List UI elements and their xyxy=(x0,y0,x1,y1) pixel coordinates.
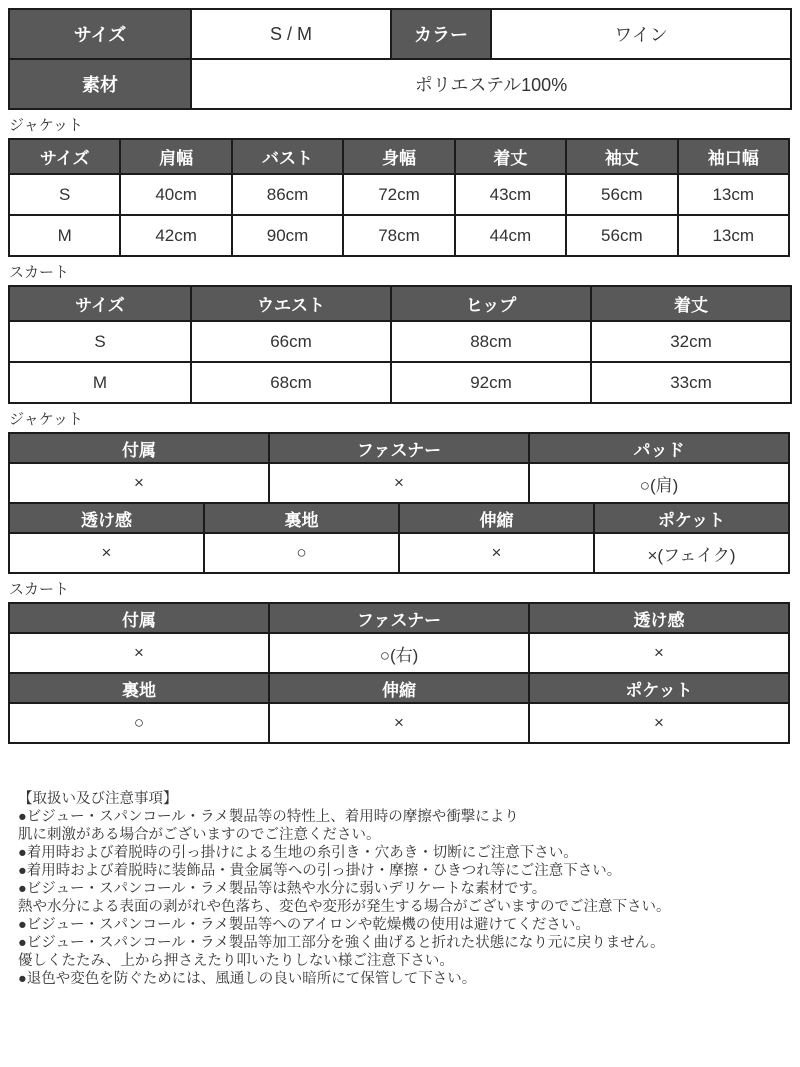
care-note-line: 肌に刺激がある場合がございますのでご注意ください。 xyxy=(18,827,381,843)
column-header: 肩幅 xyxy=(120,139,231,174)
column-header: バスト xyxy=(232,139,343,174)
measure-cell: 72cm xyxy=(343,174,454,215)
column-header: 着丈 xyxy=(455,139,566,174)
care-notes xyxy=(8,790,790,988)
measure-cell: 13cm xyxy=(678,215,789,256)
size-cell: M xyxy=(9,215,120,256)
measure-cell: 68cm xyxy=(191,362,391,403)
jacket-details-value-row-1 xyxy=(9,463,789,503)
skirt-details-header-row-2 xyxy=(9,673,789,703)
attribute-header: 裏地 xyxy=(9,673,269,703)
measure-cell: 66cm xyxy=(191,321,391,362)
skirt-size-table xyxy=(8,285,792,404)
care-note-line: ●ビジュー・スパンコール・ラメ製品等は熱や水分に弱いデリケートな素材です。 xyxy=(18,881,547,897)
attribute-header: 透け感 xyxy=(9,503,204,533)
jacket-size-row-s xyxy=(9,174,789,215)
spec-summary-row-size-color xyxy=(9,9,791,59)
measure-cell: 40cm xyxy=(120,174,231,215)
jacket-details-table xyxy=(8,432,790,574)
skirt-size-row-m xyxy=(9,362,791,403)
measure-cell: 33cm xyxy=(591,362,791,403)
size-label-cell: サイズ xyxy=(9,9,191,59)
attribute-header: 付属 xyxy=(9,603,269,633)
size-cell: M xyxy=(9,362,191,403)
attribute-value: × xyxy=(269,463,529,503)
care-note-line: ●着用時および着脱時の引っ掛けによる生地の糸引き・穴あき・切断にご注意下さい。 xyxy=(18,845,578,861)
size-value-cell: S / M xyxy=(191,9,391,59)
attribute-value: ○ xyxy=(204,533,399,573)
care-note-line: 熱や水分による表面の剥がれや色落ち、変色や変形が発生する場合がございますのでご注意下さい。 xyxy=(18,899,671,915)
attribute-header: 裏地 xyxy=(204,503,399,533)
column-header: ヒップ xyxy=(391,286,591,321)
skirt-size-row-s xyxy=(9,321,791,362)
column-header: 袖丈 xyxy=(566,139,677,174)
skirt-details-value-row-2 xyxy=(9,703,789,743)
attribute-header: 伸縮 xyxy=(269,673,529,703)
attribute-value: × xyxy=(9,463,269,503)
jacket-size-table xyxy=(8,138,790,257)
care-note-line: 優しくたたみ、上から押さえたり叩いたりしない様ご注意下さい。 xyxy=(18,953,454,969)
attribute-value: × xyxy=(9,533,204,573)
care-note-line: ●ビジュー・スパンコール・ラメ製品等の特性上、着用時の摩擦や衝撃により xyxy=(18,809,519,825)
column-header: 着丈 xyxy=(591,286,791,321)
measure-cell: 92cm xyxy=(391,362,591,403)
column-header: サイズ xyxy=(9,139,120,174)
care-note-line: ●着用時および着脱時に装飾品・貴金属等への引っ掛け・摩擦・ひきつれ等にご注意下さい。 xyxy=(18,863,622,879)
care-note-line: ●退色や変色を防ぐためには、風通しの良い暗所にて保管して下さい。 xyxy=(18,971,477,987)
attribute-value: ○ xyxy=(9,703,269,743)
skirt-details-value-row-1 xyxy=(9,633,789,673)
measure-cell: 44cm xyxy=(455,215,566,256)
attribute-value: × xyxy=(399,533,594,573)
attribute-value: × xyxy=(269,703,529,743)
attribute-value: ○(右) xyxy=(269,633,529,673)
jacket-size-row-m xyxy=(9,215,789,256)
attribute-header: 伸縮 xyxy=(399,503,594,533)
skirt-details-header-row-1 xyxy=(9,603,789,633)
attribute-header: ファスナー xyxy=(269,433,529,463)
measure-cell: 88cm xyxy=(391,321,591,362)
measure-cell: 32cm xyxy=(591,321,791,362)
measure-cell: 43cm xyxy=(455,174,566,215)
care-note-line: ●ビジュー・スパンコール・ラメ製品等へのアイロンや乾燥機の使用は避けてください。 xyxy=(18,917,590,933)
jacket-size-section-label: ジャケット xyxy=(9,117,83,134)
jacket-size-header-row xyxy=(9,139,789,174)
attribute-value: × xyxy=(9,633,269,673)
measure-cell: 90cm xyxy=(232,215,343,256)
care-note-line: ●ビジュー・スパンコール・ラメ製品等加工部分を強く曲げると折れた状態になり元に戻りません。 xyxy=(18,935,665,951)
jacket-details-section-label: ジャケット xyxy=(9,411,83,428)
jacket-details-header-row-2 xyxy=(9,503,789,533)
measure-cell: 56cm xyxy=(566,174,677,215)
measure-cell: 13cm xyxy=(678,174,789,215)
attribute-header: ポケット xyxy=(594,503,789,533)
spec-summary-table xyxy=(8,8,792,110)
column-header: ウエスト xyxy=(191,286,391,321)
column-header: 身幅 xyxy=(343,139,454,174)
skirt-details-table xyxy=(8,602,790,744)
size-cell: S xyxy=(9,174,120,215)
jacket-details-value-row-2 xyxy=(9,533,789,573)
attribute-header: ポケット xyxy=(529,673,789,703)
color-value-cell: ワイン xyxy=(491,9,791,59)
attribute-header: 透け感 xyxy=(529,603,789,633)
column-header: 袖口幅 xyxy=(678,139,789,174)
measure-cell: 78cm xyxy=(343,215,454,256)
skirt-details-section-label: スカート xyxy=(9,581,70,598)
material-label-cell: 素材 xyxy=(9,59,191,109)
attribute-value: × xyxy=(529,703,789,743)
material-value-cell: ポリエステル100% xyxy=(191,59,791,109)
attribute-value: ×(フェイク) xyxy=(594,533,789,573)
color-label-cell: カラー xyxy=(391,9,491,59)
skirt-size-section-label: スカート xyxy=(9,264,70,281)
attribute-value: × xyxy=(529,633,789,673)
attribute-header: ファスナー xyxy=(269,603,529,633)
skirt-size-header-row xyxy=(9,286,791,321)
attribute-header: パッド xyxy=(529,433,789,463)
jacket-details-header-row-1 xyxy=(9,433,789,463)
size-cell: S xyxy=(9,321,191,362)
measure-cell: 42cm xyxy=(120,215,231,256)
attribute-header: 付属 xyxy=(9,433,269,463)
attribute-value: ○(肩) xyxy=(529,463,789,503)
column-header: サイズ xyxy=(9,286,191,321)
measure-cell: 56cm xyxy=(566,215,677,256)
care-notes-title: 【取扱い及び注意事項】 xyxy=(18,791,178,807)
measure-cell: 86cm xyxy=(232,174,343,215)
spec-summary-row-material xyxy=(9,59,791,109)
